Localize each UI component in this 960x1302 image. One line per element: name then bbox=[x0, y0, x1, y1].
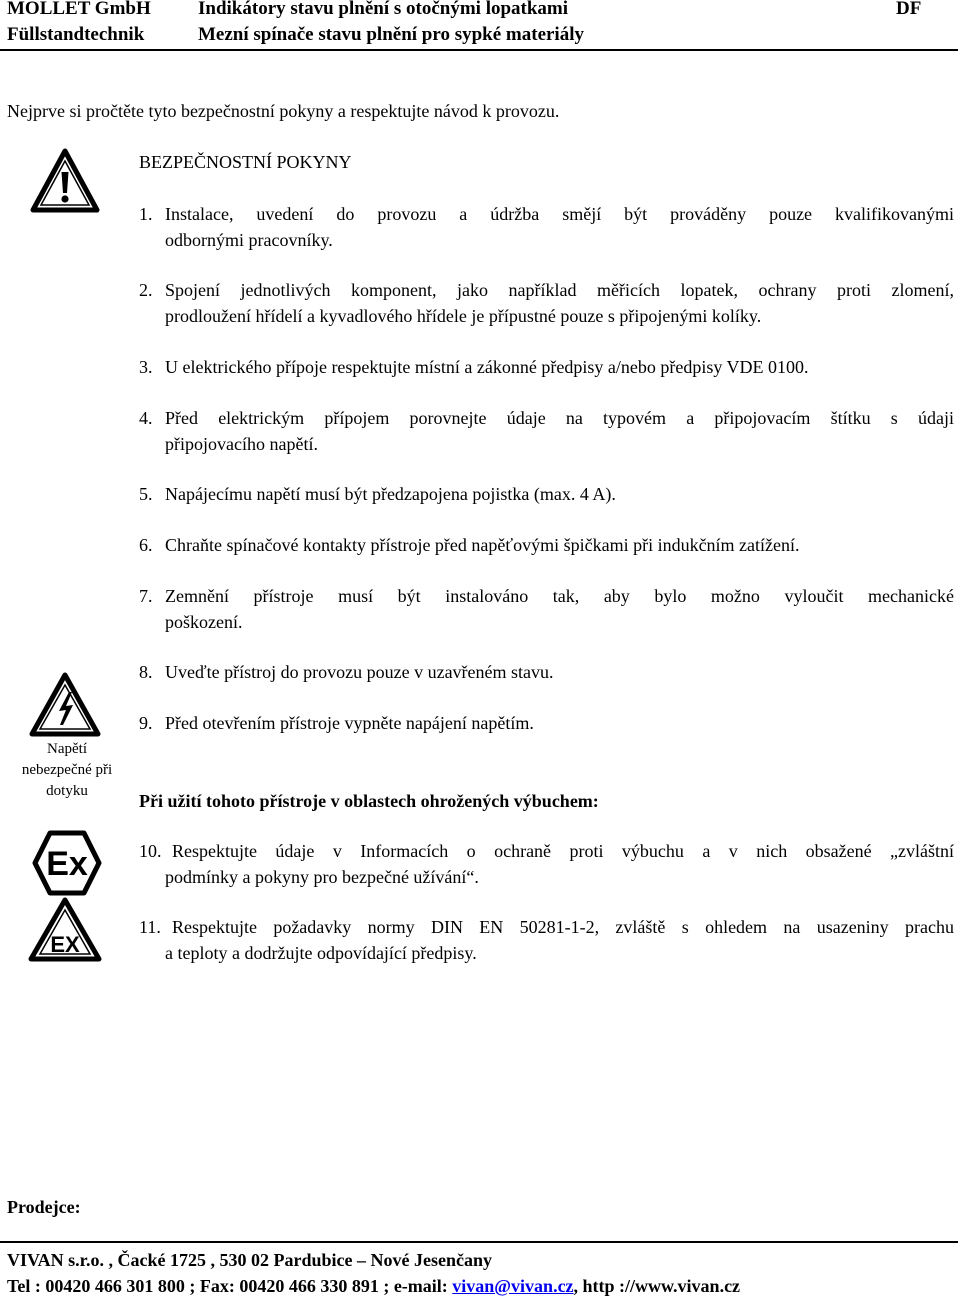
item-line-2: prodloužení hřídelí a kyvadlového hřídele je přípustné pouze s připojenými kolíky. bbox=[165, 306, 762, 326]
safety-item-8 bbox=[139, 659, 954, 685]
intro-text: Nejprve si pročtěte tyto bezpečnostní pokyny a respektujte návod k provozu. bbox=[7, 101, 560, 121]
item-number: 6. bbox=[139, 535, 153, 555]
voltage-caption bbox=[16, 739, 118, 802]
item-line-1: Instalace, uvedení do provozu a údržba smějí být prováděny pouze kvalifikovanými bbox=[165, 204, 954, 224]
ex-warning-icon bbox=[28, 897, 102, 963]
item-line-1: Zemnění přístroje musí být instalováno tak, aby bylo možno vyloučit mechanické bbox=[165, 586, 954, 606]
item-line-1: Před otevřením přístroje vypněte napájení napětím. bbox=[165, 713, 534, 733]
item-line-1: Před elektrickým přípojem porovnejte údaje na typovém a připojovacím štítku s údaji bbox=[165, 408, 954, 428]
footer-contact-suffix: , http ://www.vivan.cz bbox=[573, 1276, 741, 1296]
item-number: 3. bbox=[139, 357, 153, 377]
item-line-1: U elektrického přípoje respektujte místní a zákonné předpisy a/nebo předpisy VDE 0100. bbox=[165, 357, 809, 377]
document-subtitle: Mezní spínače stavu plnění pro sypké materiály bbox=[198, 24, 584, 45]
document-code: DF bbox=[896, 0, 922, 19]
item-number: 4. bbox=[139, 408, 153, 428]
item-number: 10. bbox=[139, 841, 162, 861]
item-line-2: a teploty a dodržujte odpovídající předpisy. bbox=[165, 943, 477, 963]
safety-item-7 bbox=[139, 583, 954, 635]
item-number: 9. bbox=[139, 713, 153, 733]
voltage-caption-line-1: Napětí bbox=[47, 741, 87, 757]
high-voltage-icon bbox=[29, 672, 101, 738]
safety-item-4 bbox=[139, 405, 954, 457]
header-rule bbox=[0, 49, 958, 51]
safety-item-6 bbox=[139, 532, 954, 558]
voltage-caption-line-3: dotyku bbox=[46, 783, 88, 799]
ex-logo-text: Ex bbox=[46, 845, 88, 883]
ex-item-11 bbox=[139, 914, 954, 966]
company-subtitle: Füllstandtechnik bbox=[7, 24, 145, 45]
email-link[interactable]: vivan@vivan.cz bbox=[452, 1276, 574, 1296]
warning-sign-icon bbox=[30, 148, 100, 214]
item-line-1: Uveďte přístroj do provozu pouze v uzavřeném stavu. bbox=[165, 662, 554, 682]
safety-item-2 bbox=[139, 277, 954, 329]
item-number: 1. bbox=[139, 204, 153, 224]
item-number: 5. bbox=[139, 484, 153, 504]
safety-item-1 bbox=[139, 201, 954, 253]
item-line-1: Chraňte spínačové kontakty přístroje před napěťovými špičkami při indukčním zatížení. bbox=[165, 535, 800, 555]
ex-heading: Při užití tohoto přístroje v oblastech ohrožených výbuchem: bbox=[139, 791, 599, 811]
safety-item-3 bbox=[139, 354, 954, 380]
ex-sign-text: EX bbox=[50, 932, 80, 957]
company-name: MOLLET GmbH bbox=[7, 0, 151, 19]
item-line-2: připojovacího napětí. bbox=[165, 434, 318, 454]
dealer-label: Prodejce: bbox=[7, 1197, 81, 1217]
item-number: 7. bbox=[139, 586, 153, 606]
footer-address: VIVAN s.r.o. , Čacké 1725 , 530 02 Pardubice – Nové Jesenčany bbox=[7, 1250, 492, 1270]
footer-rule bbox=[0, 1241, 958, 1243]
safety-item-5 bbox=[139, 481, 954, 507]
footer-contact bbox=[7, 1273, 740, 1299]
safety-heading: BEZPEČNOSTNÍ POKYNY bbox=[139, 152, 352, 172]
item-line-2: poškození. bbox=[165, 612, 243, 632]
safety-item-9 bbox=[139, 710, 954, 736]
footer-contact-prefix: Tel : 00420 466 301 800 ; Fax: 00420 466 330 891 ; e-mail: bbox=[7, 1276, 453, 1296]
item-line-2: odbornými pracovníky. bbox=[165, 230, 333, 250]
item-line-1: Napájecímu napětí musí být předzapojena pojistka (max. 4 A). bbox=[165, 484, 616, 504]
item-line-2: podmínky a pokyny pro bezpečné užívání“. bbox=[165, 867, 479, 887]
item-line-1: Respektujte požadavky normy DIN EN 50281-1-2, zvláště s ohledem na usazeniny prachu bbox=[172, 917, 954, 937]
item-line-1: Respektujte údaje v Informacích o ochraně proti výbuchu a v nich obsažené „zvláštní bbox=[172, 841, 954, 861]
item-number: 2. bbox=[139, 280, 153, 300]
ex-item-10 bbox=[139, 838, 954, 890]
voltage-caption-line-2: nebezpečné při bbox=[21, 762, 113, 778]
item-number: 8. bbox=[139, 662, 153, 682]
ex-hexagon-icon bbox=[32, 830, 102, 896]
item-number: 11. bbox=[139, 917, 161, 937]
item-line-1: Spojení jednotlivých komponent, jako například měřicích lopatek, ochrany proti zlomení, bbox=[165, 280, 954, 300]
document-title: Indikátory stavu plnění s otočnými lopatkami bbox=[198, 0, 569, 19]
